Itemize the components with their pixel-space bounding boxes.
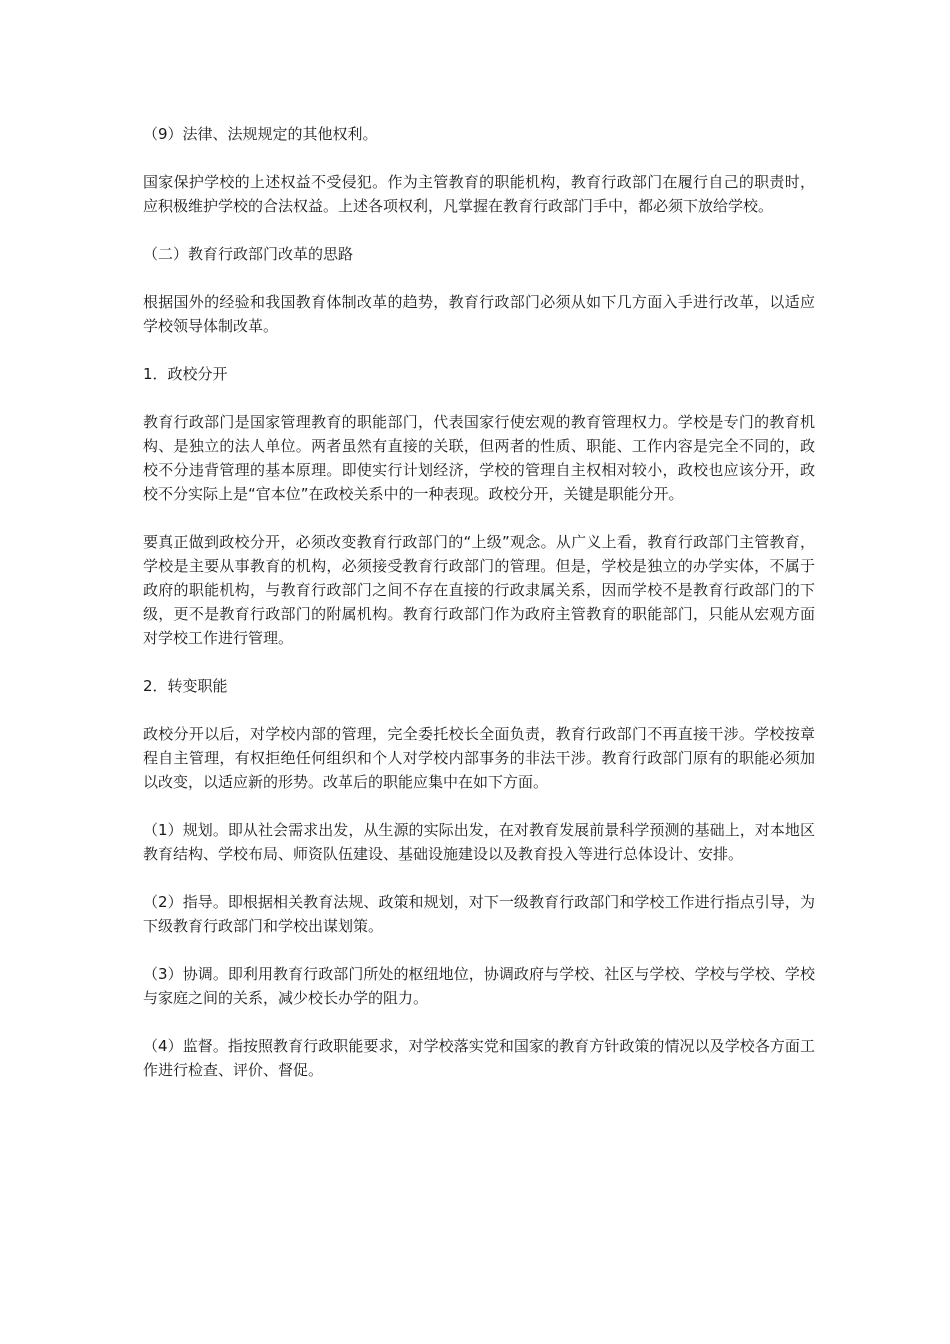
list-item-planning: （1）规划。即从社会需求出发，从生源的实际出发，在对教育发展前景科学预测的基础上，对本地区教育结构、学校布局、师资队伍建设、基础设施建设以及教育投入等进行总体设计、安排。	[143, 821, 815, 863]
section-heading-reform-ideas: （二）教育行政部门改革的思路	[143, 245, 354, 263]
paragraph-reform-intro: 根据国外的经验和我国教育体制改革的趋势，教育行政部门必须从如下几方面入手进行改革，以适应学校领导体制改革。	[143, 293, 815, 335]
list-item-other-rights: （9）法律、法规规定的其他权利。	[143, 125, 378, 143]
paragraph-separation-2: 要真正做到政校分开，必须改变教育行政部门的“上级”观念。从广义上看，教育行政部门主管教育，学校是主要从事教育的机构，必须接受教育行政部门的管理。但是，学校是独立的办学实体，不属于政府的职能机构，与教育行政部门之间不存在直接的行政隶属关系，因而学校不是教育行政部门的下级，更不是教育行政部门的附属机构。教育行政部门作为政府主管教育的职能部门，只能从宏观方面对学校工作进行管理。	[143, 533, 815, 647]
document-body	[143, 122, 815, 1106]
list-item-guidance: （2）指导。即根据相关教育法规、政策和规划，对下一级教育行政部门和学校工作进行指点引导，为下级教育行政部门和学校出谋划策。	[143, 893, 815, 935]
list-item-supervision: （4）监督。指按照教育行政职能要求，对学校落实党和国家的教育方针政策的情况以及学校各方面工作进行检查、评价、督促。	[143, 1037, 815, 1079]
subheading-separation: 1．政校分开	[143, 365, 228, 383]
subheading-transform-functions: 2．转变职能	[143, 677, 228, 695]
list-item-coordination: （3）协调。即利用教育行政部门所处的枢纽地位，协调政府与学校、社区与学校、学校与学校、学校与家庭之间的关系，减少校长办学的阻力。	[143, 965, 815, 1007]
paragraph-rights-protection: 国家保护学校的上述权益不受侵犯。作为主管教育的职能机构，教育行政部门在履行自己的职责时，应积极维护学校的合法权益。上述各项权利，凡掌握在教育行政部门手中，都必须下放给学校。	[143, 173, 815, 215]
paragraph-transform-functions: 政校分开以后，对学校内部的管理，完全委托校长全面负责，教育行政部门不再直接干涉。学校按章程自主管理，有权拒绝任何组织和个人对学校内部事务的非法干涉。教育行政部门原有的职能必须加以改变，以适应新的形势。改革后的职能应集中在如下方面。	[143, 725, 815, 791]
paragraph-separation-1: 教育行政部门是国家管理教育的职能部门，代表国家行使宏观的教育管理权力。学校是专门的教育机构、是独立的法人单位。两者虽然有直接的关联，但两者的性质、职能、工作内容是完全不同的，政校不分违背管理的基本原理。即使实行计划经济，学校的管理自主权相对较小，政校也应该分开，政校不分实际上是“官本位”在政校关系中的一种表现。政校分开，关键是职能分开。	[143, 413, 815, 503]
